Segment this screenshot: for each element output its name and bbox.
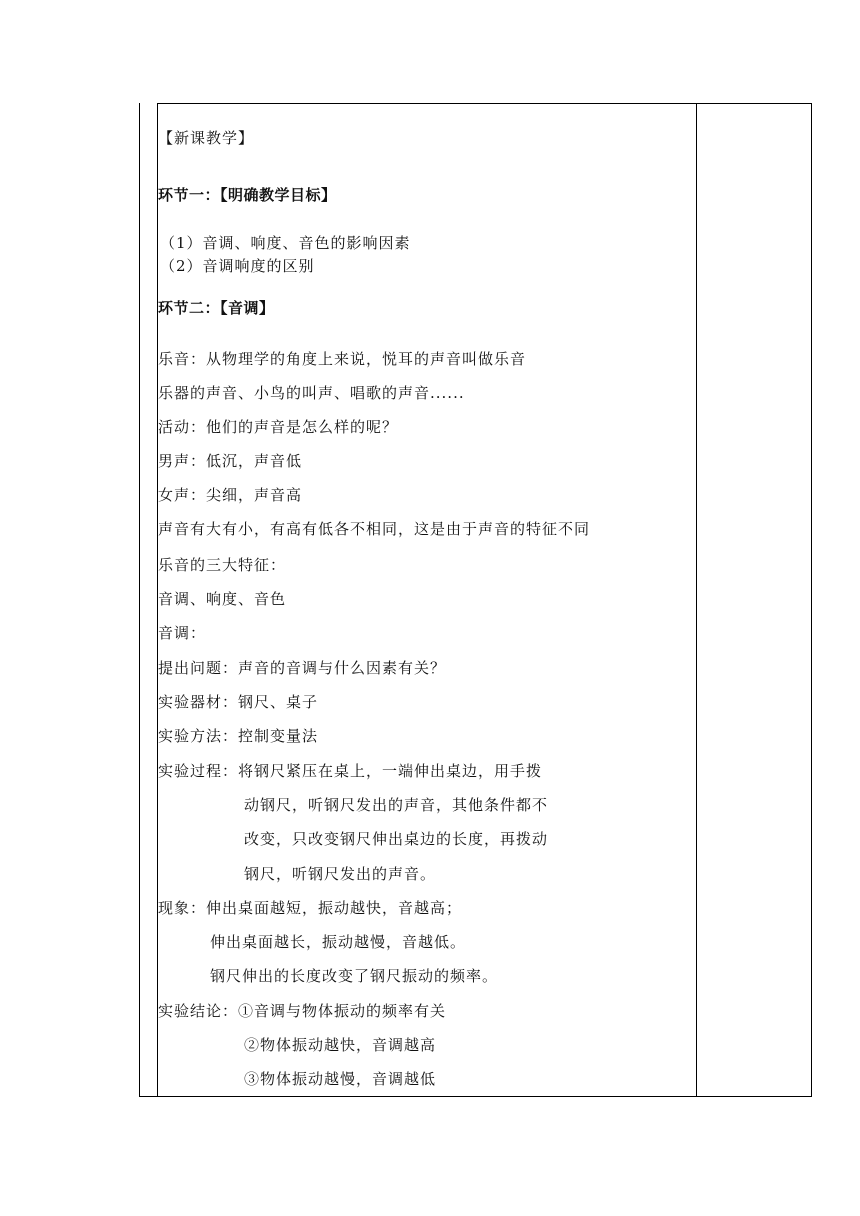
paragraph-line: 实验方法：控制变量法 (158, 727, 319, 745)
paragraph-line: 女声：尖细，声音高 (158, 486, 303, 504)
table-right-border (811, 103, 812, 1097)
paragraph-line: 提出问题：声音的音调与什么因素有关？ (158, 659, 447, 677)
table-outer-left-border (139, 103, 140, 1097)
paragraph-line: 实验结论：①音调与物体振动的频率有关 (158, 1002, 447, 1020)
step1-item-1: （1）音调、响度、音色的影响因素 (160, 234, 411, 252)
paragraph-line: 乐音的三大特征： (158, 556, 287, 574)
paragraph-line: ③物体振动越慢，音调越低 (244, 1070, 437, 1088)
paragraph-line: 乐音：从物理学的角度上来说，悦耳的声音叫做乐音 (158, 350, 527, 368)
paragraph-line: 实验过程：将钢尺紧压在桌上，一端伸出桌边，用手拨 (158, 762, 543, 780)
paragraph-line: 改变，只改变钢尺伸出桌边的长度，再拨动 (244, 830, 549, 848)
step1-heading: 环节一：【明确教学目标】 (158, 186, 337, 204)
section-title: 【新课教学】 (158, 129, 255, 147)
paragraph-line: 钢尺，听钢尺发出的声音。 (244, 865, 437, 883)
table-top-border (157, 103, 812, 104)
step2-heading: 环节二：【音调】 (158, 299, 275, 317)
table-column-divider (696, 103, 697, 1097)
paragraph-line: 音调： (158, 624, 207, 642)
paragraph-line: 乐器的声音、小鸟的叫声、唱歌的声音...... (158, 384, 465, 402)
paragraph-line: ②物体振动越快，音调越高 (244, 1036, 437, 1054)
paragraph-line: 声音有大有小，有高有低各不相同，这是由于声音的特征不同 (158, 520, 591, 538)
paragraph-line: 伸出桌面越长，振动越慢，音越低。 (210, 933, 467, 951)
paragraph-line: 男声：低沉，声音低 (158, 452, 303, 470)
paragraph-line: 现象：伸出桌面越短，振动越快，音越高； (158, 899, 463, 917)
step1-item-2: （2）音调响度的区别 (160, 257, 315, 275)
paragraph-line: 实验器材：钢尺、桌子 (158, 693, 319, 711)
paragraph-line: 动钢尺，听钢尺发出的声音，其他条件都不 (244, 796, 549, 814)
paragraph-line: 活动：他们的声音是怎么样的呢？ (158, 418, 399, 436)
table-bottom-border (139, 1096, 812, 1097)
paragraph-line: 音调、响度、音色 (158, 590, 287, 608)
paragraph-line: 钢尺伸出的长度改变了钢尺振动的频率。 (210, 967, 499, 985)
